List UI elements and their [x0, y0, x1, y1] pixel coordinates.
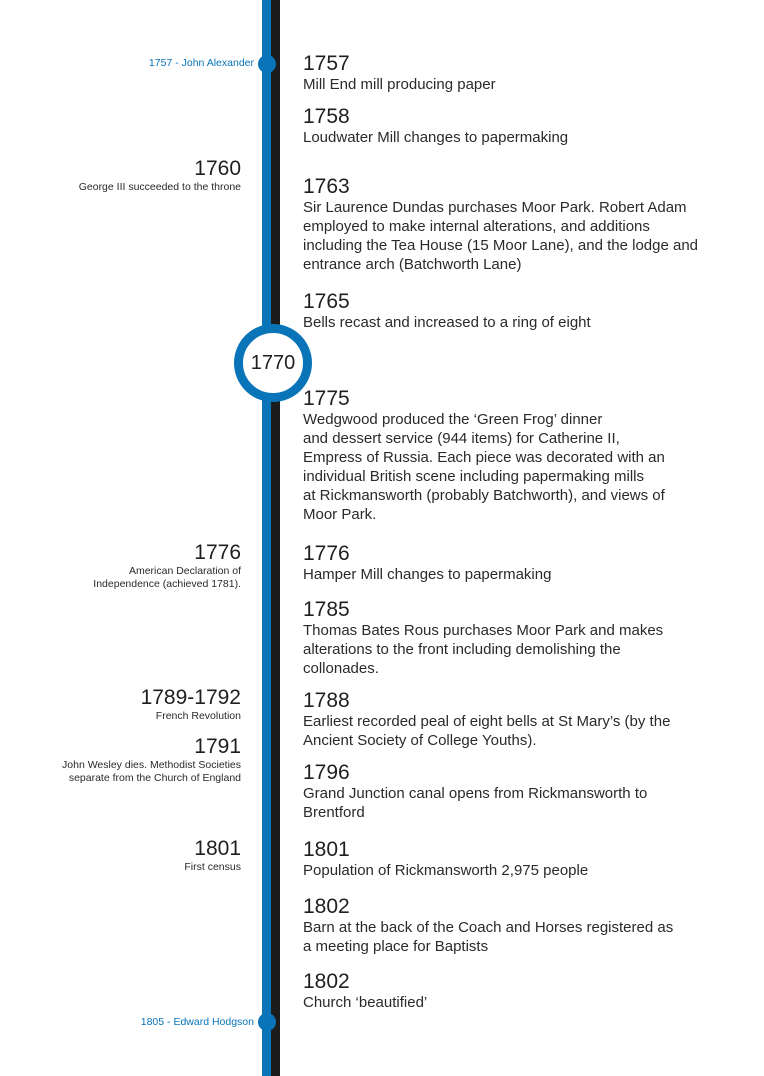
right-event-year: 1758: [303, 105, 350, 128]
right-event-1758: [303, 105, 723, 147]
right-event-year: 1785: [303, 598, 350, 621]
marker-label-bottom: 1805 - Edward Hodgson: [140, 1016, 254, 1028]
right-event-desc: Bells recast and increased to a ring of eight: [303, 314, 591, 331]
right-event-1757: [303, 52, 723, 94]
right-event-desc: Population of Rickmansworth 2,975 people: [303, 862, 589, 879]
right-event-year: 1788: [303, 689, 350, 712]
left-event-desc: First census: [184, 861, 241, 873]
left-event-year: 1791: [194, 735, 241, 758]
right-event-year: 1775: [303, 387, 350, 410]
timeline-line-blue: [262, 0, 271, 1076]
left-event-desc: John Wesley dies. Methodist Societies separate from the Church of England: [62, 759, 241, 784]
right-event-desc: Hamper Mill changes to papermaking: [303, 566, 552, 583]
timeline-line-dark: [271, 0, 280, 1076]
right-event-1801: [303, 838, 723, 880]
right-event-year: 1757: [303, 52, 350, 75]
marker-dot-top: [258, 55, 276, 73]
right-event-1802-church: [303, 970, 723, 1012]
right-event-1788: [303, 689, 723, 750]
right-event-year: 1796: [303, 761, 350, 784]
right-event-1776: [303, 542, 723, 584]
left-event-year: 1789-1792: [140, 686, 241, 709]
left-event-year: 1801: [194, 837, 241, 860]
right-event-1796: [303, 761, 723, 822]
left-event-1801: [184, 837, 241, 874]
right-event-desc: Grand Junction canal opens from Rickmansworth to Brentford: [303, 785, 648, 821]
right-event-desc: Loudwater Mill changes to papermaking: [303, 129, 569, 146]
right-event-desc: Church ‘beautified’: [303, 994, 428, 1011]
right-event-desc: Sir Laurence Dundas purchases Moor Park. Robert Adam employed to make internal alterations, and additions including the Tea House (15 Moor Lane), and the lodge and entrance arch (Batchworth Lane): [303, 199, 699, 273]
decade-circle: [234, 324, 312, 402]
left-event-desc: American Declaration of Independence (achieved 1781).: [93, 565, 241, 590]
left-event-1789-1792: [141, 686, 241, 723]
right-event-year: 1801: [303, 838, 350, 861]
right-event-year: 1763: [303, 175, 350, 198]
decade-label: 1770: [250, 351, 296, 374]
right-event-desc: Barn at the back of the Coach and Horses registered as a meeting place for Baptists: [303, 919, 674, 955]
left-event-desc: George III succeeded to the throne: [78, 181, 241, 193]
right-event-1785: [303, 598, 723, 678]
right-event-year: 1765: [303, 290, 350, 313]
right-event-year: 1802: [303, 895, 350, 918]
right-event-1765: [303, 290, 723, 332]
left-event-year: 1760: [194, 157, 241, 180]
left-event-1791: [62, 735, 241, 785]
marker-dot-bottom: [258, 1013, 276, 1031]
left-event-1760: [79, 157, 241, 194]
marker-label-top: 1757 - John Alexander: [148, 57, 254, 69]
right-event-desc: Earliest recorded peal of eight bells at St Mary’s (by the Ancient Society of College Youths).: [303, 713, 671, 749]
right-event-1763: [303, 175, 713, 274]
right-event-1802-baptists: [303, 895, 723, 956]
right-event-year: 1776: [303, 542, 350, 565]
right-event-desc: Wedgwood produced the ‘Green Frog’ dinner and dessert service (944 items) for Catherine II, Empress of Russia. Each piece was decorated with an individual British scene including papermaking mills at Rickmansworth (probably Batchworth), and views of Moor Park.: [303, 411, 665, 523]
left-event-1776: [93, 541, 241, 591]
left-event-desc: French Revolution: [155, 710, 241, 722]
right-event-year: 1802: [303, 970, 350, 993]
right-event-1775: [303, 387, 723, 524]
right-event-desc: Thomas Bates Rous purchases Moor Park and makes alterations to the front including demolishing the collonades.: [303, 622, 664, 677]
left-event-year: 1776: [194, 541, 241, 564]
right-event-desc: Mill End mill producing paper: [303, 76, 496, 93]
